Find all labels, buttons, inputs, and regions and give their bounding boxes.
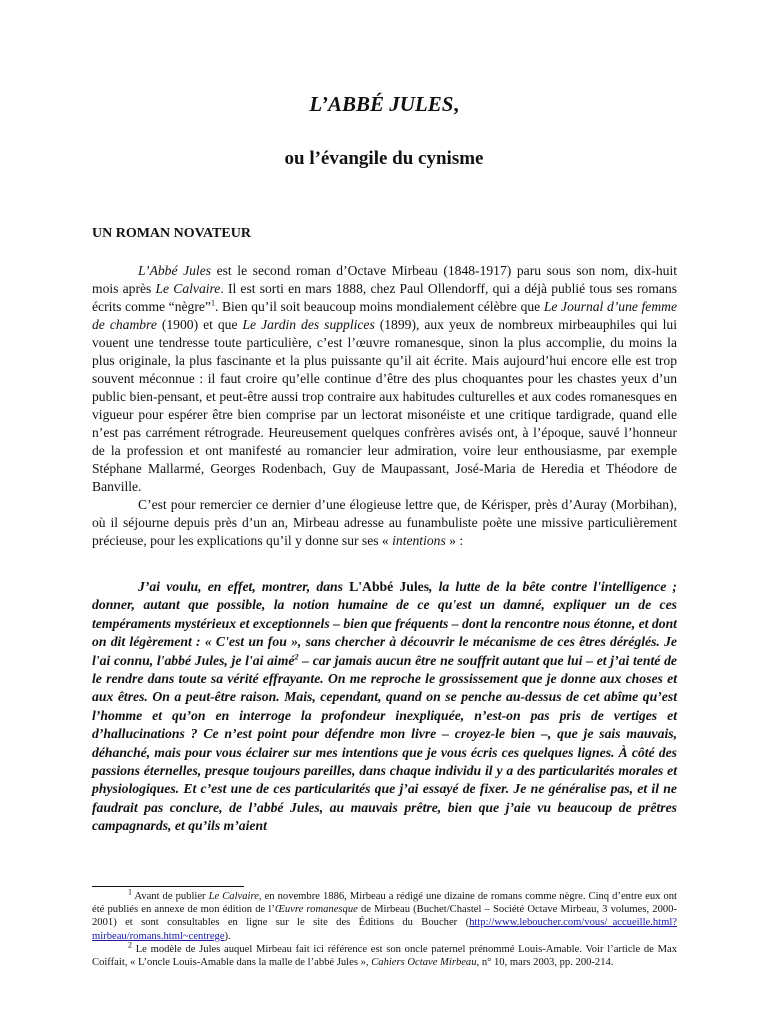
paragraph-2-text-a: C’est pour remercier ce dernier d’une élogieuse lettre que, de Kérisper, près d’Auray (Morbihan), où il séjourne depuis près d’un an, Mirbeau adresse au funambuliste poète une missive particulièrement précieuse, pour les explications qu’il y donne sur ses « xyxy=(92,497,677,548)
paragraph-1-text-e: (1899), aux yeux de nombreux mirbeauphiles qui lui vouent une tendresse toute particulière, c’est l’œuvre romanesque, sinon la plus accomplie, du moins la plus originale, la plus fascinante et la plus puissante qu’il ait écrite. Mais aujourd’hui encore elle est trop souvent méconnue : il faut croire qu’elle continue d’être des plus choquantes pour les chastes yeux d’un public bien-pensant, et peut-être aussi trop contraire aux habitudes culturelles et aux codes romanesques en vigueur pour espérer être bien comprise par un lectorat misonéiste et une critique tardigrade, quand elle n’est pas carrément rétrograde. Heureusement quelques confrères avisés ont, à l’époque, sauvé l’honneur de la profession et ont manifesté au romancier leur admiration, voire leur enthousiasme, par exemple Stéphane Mallarmé, Georges Rodenbach, Guy de Maupassant, José-Maria de Heredia et Théodore de Banville. xyxy=(92,317,677,494)
paragraph-2-text-b: » : xyxy=(445,533,464,548)
footnote-separator xyxy=(92,886,244,887)
footnote-1-number: 1 xyxy=(128,887,132,897)
footnotes xyxy=(92,887,678,969)
paragraph-1-text-b: . Il est sorti en mars 1888, chez Paul Ollendorff, qui a déjà publié tous ses romans écrits comme “nègre” xyxy=(92,281,678,314)
paragraph-1-text-d: (1900) et que xyxy=(156,317,243,332)
paragraph-1 xyxy=(92,262,677,496)
paragraph-2 xyxy=(92,496,677,550)
footnote-1 xyxy=(92,887,678,943)
paragraph-1-text-a: est le second roman d’Octave Mirbeau (1848-1917) paru sous son nom, dix-huit mois après xyxy=(92,263,678,296)
footnote-ref-2[interactable]: 2 xyxy=(294,652,299,662)
footnote-1-oeuvre: Œuvre romanesque xyxy=(274,904,358,916)
footnote-1-text-c: de Mirbeau (Buchet/Chastel – Société Octave Mirbeau, 3 volumes, 2000-2001) et sont consultables en ligne sur le site des Éditions du Boucher ( xyxy=(92,904,678,929)
footnote-2 xyxy=(92,940,677,969)
footnote-2-text-a: Le modèle de Jules auquel Mirbeau fait ici référence est son oncle paternel prénommé Louis-Amable. Voir l’article de Max Coiffait, « L’oncle Louis-Amable dans la malle de l’abbé Jules », xyxy=(92,943,677,969)
footnote-1-text-d: ). xyxy=(224,930,231,942)
quote-text-b: , la lutte de la bête contre l'intelligence ; donner, autant que possible, la notion humaine de ce qu'est un damné, expliquer un de ces tempéraments mystérieux et exceptionnels – bien que fréquents – dont la rencontre nous étonne, et dont on dit légèrement : « C'est un fou », sans chercher à découvrir le mécanisme de ces êtres déréglés. Je l'ai connu, l'abbé Jules, je l'ai aimé xyxy=(92,579,677,668)
quote-book-title: L'Abbé Jules xyxy=(349,579,430,594)
le-calvaire-ref: Le Calvaire xyxy=(155,281,221,296)
mirbeau-letter-quote xyxy=(92,578,677,836)
boucher-link[interactable]: http://www.leboucher.com/vous/_accueille.html?mirbeau/romans.html~centrege xyxy=(92,917,677,942)
document-title xyxy=(0,92,768,117)
footnote-1-le-calvaire: Le Calvaire xyxy=(208,891,259,902)
section-heading: UN ROMAN NOVATEUR xyxy=(92,226,251,241)
intentions-word: intentions xyxy=(392,533,446,548)
body-text xyxy=(92,262,677,550)
document-subtitle: ou l’évangile du cynisme xyxy=(284,148,484,169)
book-title-ref: L’Abbé Jules xyxy=(138,263,212,278)
title-comma: , xyxy=(453,92,459,116)
jardin-title-ref: Le Jardin des supplices xyxy=(242,317,375,332)
footnote-2-number: 2 xyxy=(128,940,132,950)
paragraph-1-text-c: . Bien qu’il soit beaucoup moins mondialement célèbre que xyxy=(214,299,544,314)
footnote-2-cahiers: Cahiers Octave Mirbeau xyxy=(371,957,477,969)
quote-text-a: J’ai voulu, en effet, montrer, dans xyxy=(138,579,350,594)
footnote-2-text-b: , n° 10, mars 2003, pp. 200-214. xyxy=(476,957,614,969)
footnote-ref-1[interactable]: 1 xyxy=(210,298,215,308)
footnote-1-text-a: Avant de publier xyxy=(132,891,209,902)
footnote-1-text-b: , en novembre 1886, Mirbeau a rédigé une dizaine de romans comme nègre. Cinq d’entre eux ont été publiés en annexe de mon édition de l’ xyxy=(92,891,677,916)
quote-text-c: – car jamais aucun être ne souffrit autant que lui – et j’ai tenté de le rendre dans toute sa vérité effrayante. On me reproche le grossissement que je donne aux choses et aux êtres. On a peut-être raison. Mais, cependant, quand on se penche au-dessus de cet abîme qu’est l’homme et qu’on en interroge la profondeur inexpliquée, n’est-on pas pris de vertiges et d’hallucinations ? Ce n’est point pour défendre mon livre – croyez-le bien –, que je sais mauvais, déhanché, mais pour vous éclairer sur mes intentions que je vous écris ces quelques lignes. À côté des passions éternelles, presque toujours pareilles, dans chaque individu il y a des particularités morales et physiologiques. Et c’est une de ces particularités que j’ai essayé de fixer. Je ne généralise pas, et il ne faudrait pas conclure, de l’abbé Jules, au mauvais prêtre, bien que j’aie vu beaucoup de prêtres campagnards, et qu’ils m’aient xyxy=(92,652,677,834)
journal-title-ref: Le Journal d’une femme de chambre xyxy=(92,299,677,332)
title-text: L’ABBÉ JULES xyxy=(309,92,454,116)
